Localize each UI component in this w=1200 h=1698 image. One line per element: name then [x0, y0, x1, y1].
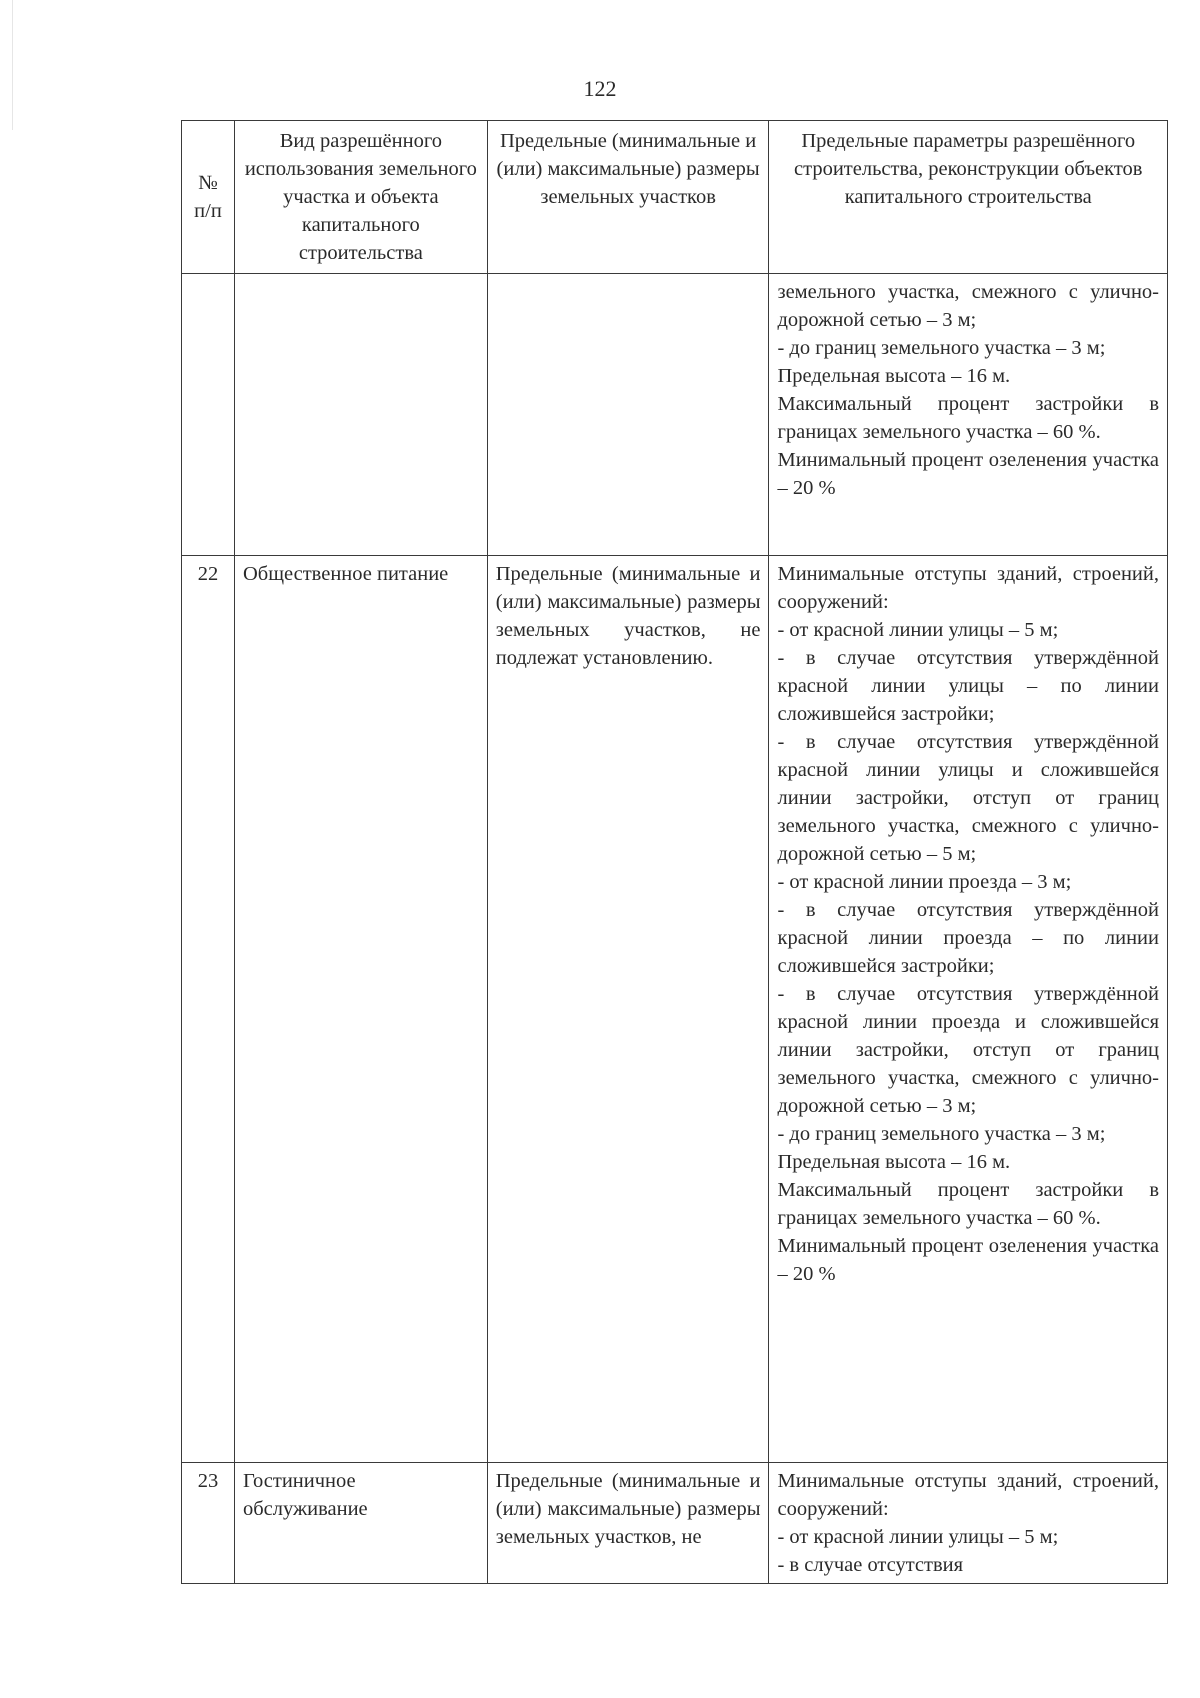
- row-plot-sizes: Предельные (минимальные и (или) максимальные) размеры земельных участков, не: [487, 1463, 769, 1584]
- row-parameters: Минимальные отступы зданий, строений, сооружений: - от красной линии улицы – 5 м; - в случае отсутствия: [769, 1463, 1168, 1584]
- header-number: № п/п: [182, 121, 235, 274]
- table-header: [182, 121, 1168, 274]
- row-number: 22: [182, 556, 235, 1463]
- row-plot-sizes: [487, 274, 769, 556]
- row-parameters: земельного участка, смежного с улично-дорожной сетью – 3 м; - до границ земельного участка – 3 м; Предельная высота – 16 м. Максимальный процент застройки в границах земельного участка – 60 %. Минимальный процент озеленения участка – 20 %: [769, 274, 1168, 556]
- row-use-type: [234, 274, 487, 556]
- row-number: [182, 274, 235, 556]
- header-parameters: Предельные параметры разрешённого строительства, реконструкции объектов капитального строительства: [769, 121, 1168, 274]
- land-use-table: [181, 120, 1168, 1584]
- header-use-type: Вид разрешённого использования земельного участка и объекта капитального строительства: [234, 121, 487, 274]
- header-plot-sizes: Предельные (минимальные и (или) максимальные) размеры земельных участков: [487, 121, 769, 274]
- table-row: [182, 556, 1168, 1463]
- row-parameters: Минимальные отступы зданий, строений, сооружений: - от красной линии улицы – 5 м; - в случае отсутствия утверждённой красной линии улицы – по линии сложившейся застройки; - в случае отсутствия утверждённой красной линии улицы и сложившейся линии застройки, отступ от границ земельного участка, смежного с улично-дорожной сетью – 5 м; - от красной линии проезда – 3 м; - в случае отсутствия утверждённой красной линии проезда – по линии сложившейся застройки; - в случае отсутствия утверждённой красной линии проезда и сложившейся линии застройки, отступ от границ земельного участка, смежного с улично-дорожной сетью – 3 м; - до границ земельного участка – 3 м; Предельная высота – 16 м. Максимальный процент застройки в границах земельного участка – 60 %. Минимальный процент озеленения участка – 20 %: [769, 556, 1168, 1463]
- scan-edge-mark: [12, 0, 13, 130]
- row-number: 23: [182, 1463, 235, 1584]
- table-row: [182, 274, 1168, 556]
- page-number: 122: [583, 76, 617, 101]
- row-use-type: Гостиничное обслуживание: [234, 1463, 487, 1584]
- row-plot-sizes: Предельные (минимальные и (или) максимальные) размеры земельных участков, не подлежат установлению.: [487, 556, 769, 1463]
- row-use-type: Общественное питание: [234, 556, 487, 1463]
- header-row: [182, 121, 1168, 274]
- table-row: [182, 1463, 1168, 1584]
